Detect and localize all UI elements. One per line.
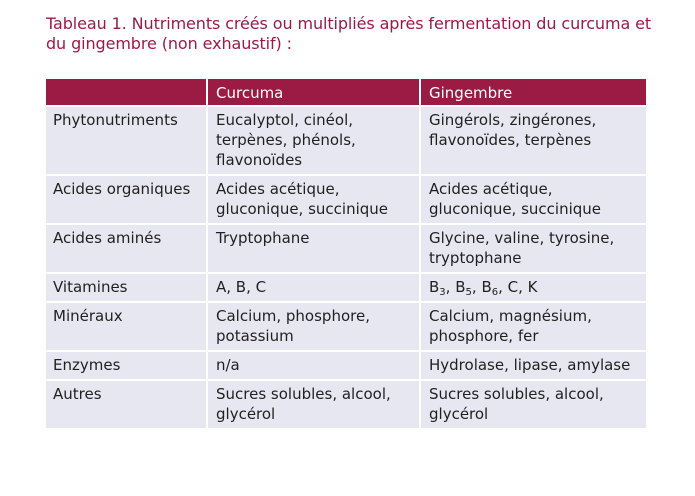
gingembre-cell: Sucres solubles, alcool, glycérol	[420, 380, 646, 428]
table-row	[46, 273, 646, 302]
nutrients-table	[46, 79, 646, 428]
row-label: Enzymes	[46, 351, 207, 380]
vitamin-b3-subscript: 3	[439, 287, 446, 298]
separator: ,	[471, 278, 482, 296]
curcuma-cell: n/a	[207, 351, 420, 380]
table-row	[46, 224, 646, 273]
gingembre-cell: Glycine, valine, tyrosine, tryptophane	[420, 224, 646, 273]
vitamin-b6-base: B	[481, 278, 492, 296]
header-cell-curcuma: Curcuma	[207, 79, 420, 106]
row-label: Minéraux	[46, 302, 207, 351]
row-label: Acides organiques	[46, 175, 207, 224]
gingembre-cell: Acides acétique, gluconique, succinique	[420, 175, 646, 224]
header-cell-empty	[46, 79, 207, 106]
table-row	[46, 302, 646, 351]
curcuma-cell: Tryptophane	[207, 224, 420, 273]
row-label: Autres	[46, 380, 207, 428]
separator: ,	[445, 278, 456, 296]
vitamin-b3-base: B	[429, 278, 440, 296]
table-row	[46, 380, 646, 428]
table-header-row	[46, 79, 646, 106]
row-label: Acides aminés	[46, 224, 207, 273]
vitamin-b5-base: B	[455, 278, 466, 296]
curcuma-cell: Eucalyptol, cinéol, terpènes, phénols, flavonoïdes	[207, 106, 420, 175]
gingembre-cell: Gingérols, zingérones, flavonoïdes, terpènes	[420, 106, 646, 175]
row-label: Phytonutriments	[46, 106, 207, 175]
table-row	[46, 106, 646, 175]
table-caption: Tableau 1. Nutriments créés ou multipliés après fermentation du curcuma et du gingembre (non exhaustif) :	[46, 14, 652, 53]
table-row	[46, 175, 646, 224]
curcuma-cell: A, B, C	[207, 273, 420, 302]
header-cell-gingembre: Gingembre	[420, 79, 646, 106]
table-row	[46, 351, 646, 380]
gingembre-cell: Hydrolase, lipase, amylase	[420, 351, 646, 380]
curcuma-cell: Sucres solubles, alcool, glycérol	[207, 380, 420, 428]
row-label: Vitamines	[46, 273, 207, 302]
vitamin-rest: , C, K	[498, 278, 538, 296]
vitamin-b6-subscript: 6	[491, 287, 499, 298]
curcuma-cell: Calcium, phosphore, potassium	[207, 302, 420, 351]
gingembre-cell	[420, 273, 646, 302]
gingembre-cell: Calcium, magnésium, phosphore, fer	[420, 302, 646, 351]
curcuma-cell: Acides acétique, gluconique, succinique	[207, 175, 420, 224]
vitamin-b5-subscript: 5	[465, 287, 472, 298]
